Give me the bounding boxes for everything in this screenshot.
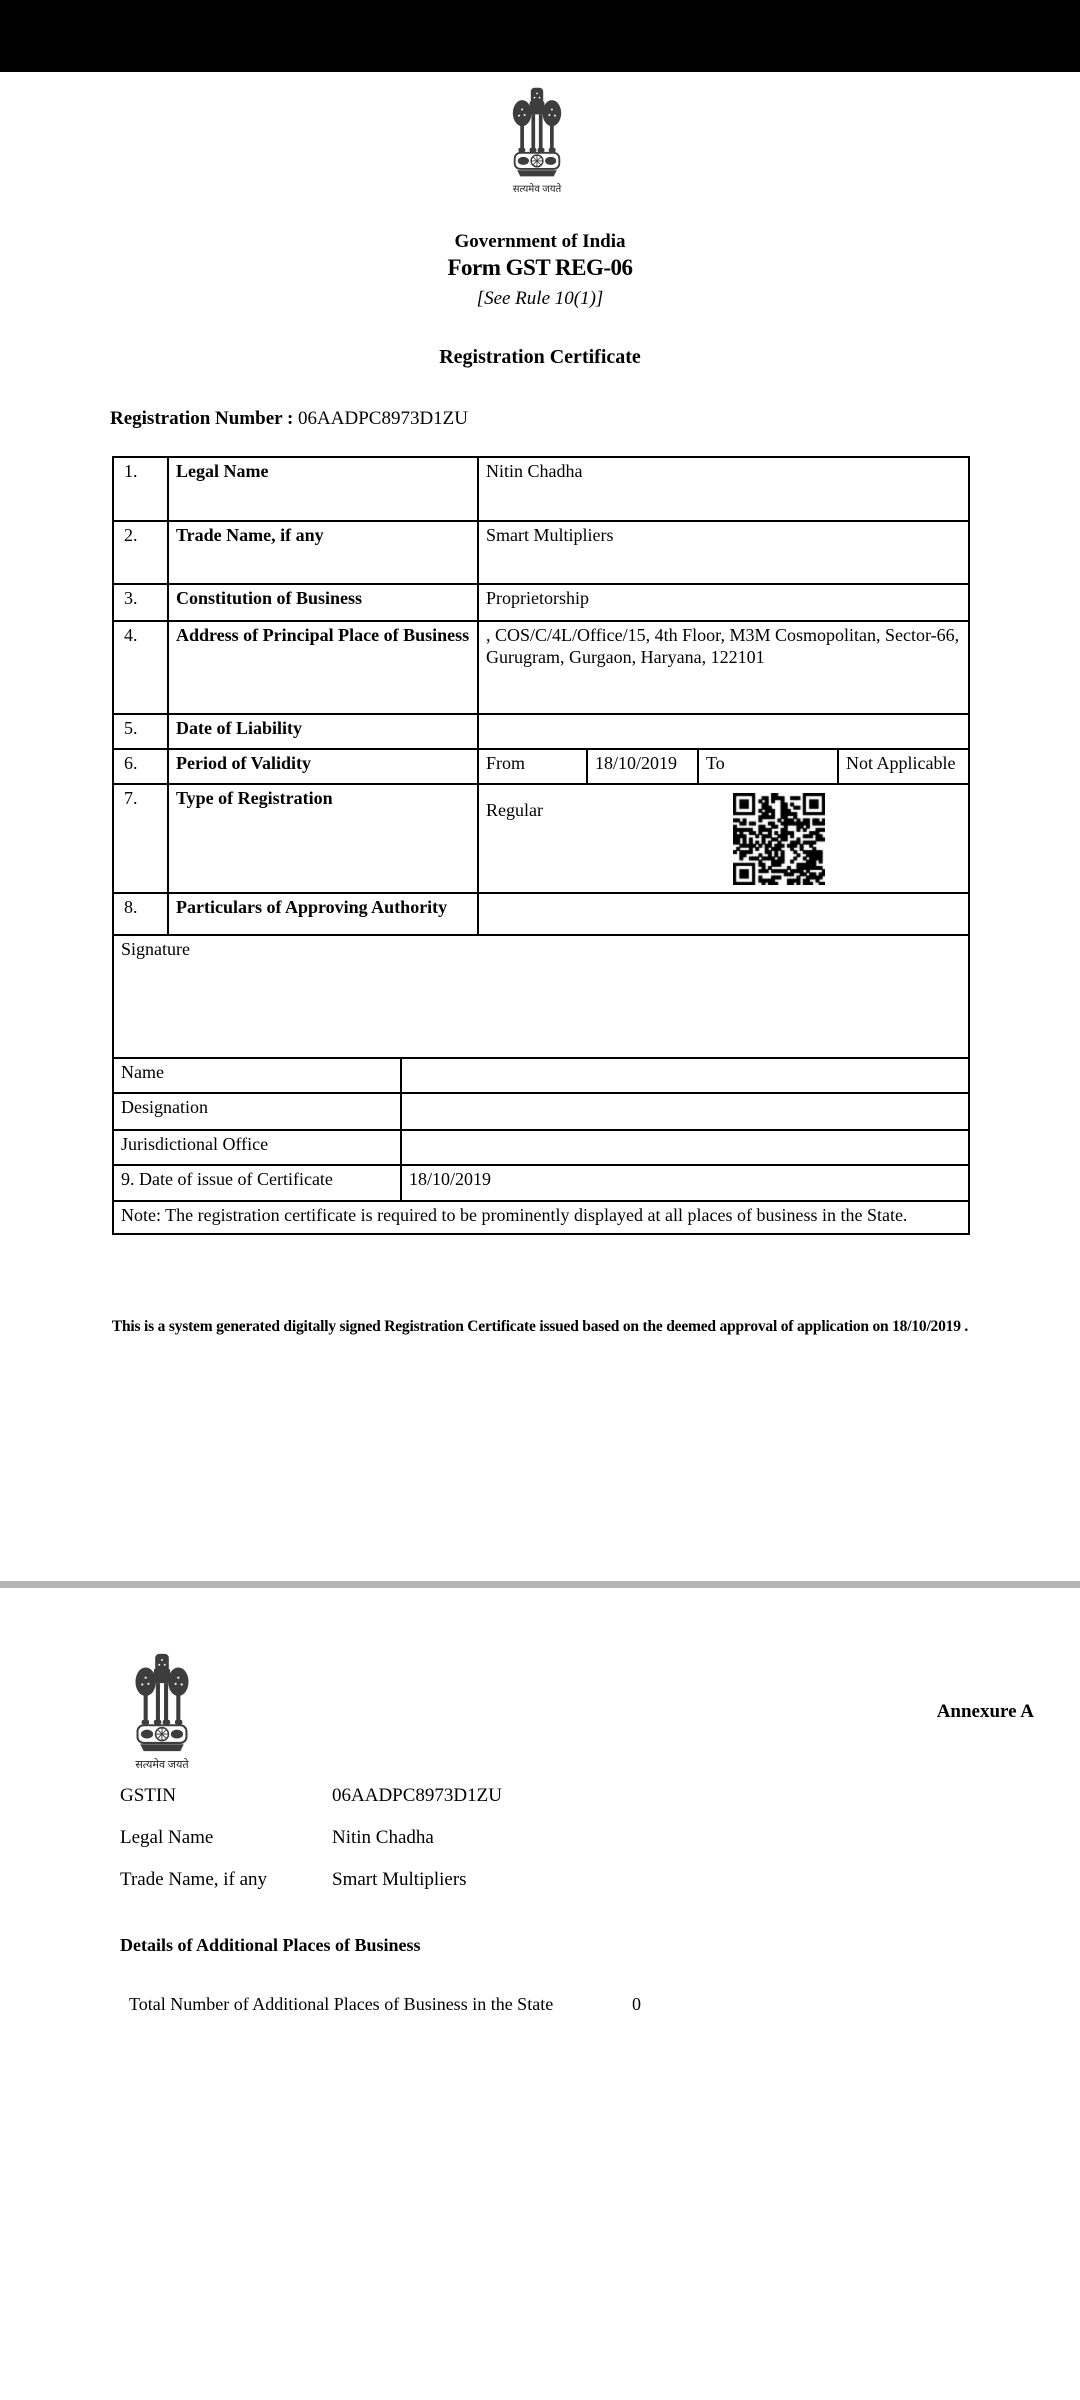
cell-number: 4.: [113, 621, 168, 714]
cell-number: 7.: [113, 784, 168, 893]
cell-from-value: 18/10/2019: [587, 749, 698, 784]
info-label: Legal Name: [120, 1827, 214, 1848]
info-value: 06AADPC8973D1ZU: [332, 1785, 502, 1806]
certificate-title: Registration Certificate: [439, 346, 641, 368]
table-row-date-of-liability: [113, 714, 969, 749]
cell-number: 6.: [113, 749, 168, 784]
main-table: [112, 456, 970, 1059]
table-row-constitution: [113, 584, 969, 621]
cell-value: [401, 1058, 969, 1093]
total-label: Total Number of Additional Places of Business in the State: [129, 1994, 554, 2014]
cell-value: [478, 714, 969, 749]
officer-table: [112, 1057, 970, 1202]
info-row-gstin: [120, 1785, 820, 1827]
cell-value: [478, 784, 969, 893]
cell-from-label: From: [478, 749, 587, 784]
rule-reference: [See Rule 10(1)]: [476, 288, 604, 309]
annexure-title: Annexure A: [936, 1701, 1034, 1722]
cell-number: 3.: [113, 584, 168, 621]
emblem-caption: सत्यमेव जयते: [135, 1759, 189, 1771]
total-value: 0: [632, 1994, 641, 2014]
registration-table: [112, 456, 968, 1235]
table-row-jurisdictional-office: [113, 1130, 969, 1165]
cell-label: Date of Liability: [168, 714, 478, 749]
table-row-approving-authority: [113, 893, 969, 935]
cell-to-value: Not Applicable: [838, 749, 969, 784]
info-value: Smart Multipliers: [332, 1869, 467, 1890]
table-row-signature: [113, 935, 969, 1058]
info-label: Trade Name, if any: [120, 1869, 268, 1890]
page-divider: [0, 1581, 1080, 1588]
table-row-date-of-issue: [113, 1165, 969, 1201]
cell-label: 9. Date of issue of Certificate: [113, 1165, 401, 1201]
cell-label: Address of Principal Place of Business: [168, 621, 478, 714]
table-row-type-of-registration: [113, 784, 969, 893]
info-row-trade-name: [120, 1869, 820, 1911]
table-row-designation: [113, 1093, 969, 1130]
cell-label: Type of Registration: [168, 784, 478, 893]
cell-value: [401, 1093, 969, 1130]
government-title: Government of India: [454, 231, 626, 252]
note-table: [112, 1200, 970, 1235]
form-title: Form GST REG-06: [447, 255, 633, 280]
cell-label: Jurisdictional Office: [113, 1130, 401, 1165]
table-row-name: [113, 1058, 969, 1093]
cell-number: 5.: [113, 714, 168, 749]
cell-value: 18/10/2019: [401, 1165, 969, 1201]
table-row-trade-name: [113, 521, 969, 584]
emblem-caption: सत्यमेव जयते: [512, 184, 562, 195]
registration-number-line: [110, 408, 468, 430]
cell-value: Smart Multipliers: [478, 521, 969, 584]
qr-code: [733, 793, 825, 885]
cell-value: Nitin Chadha: [478, 457, 969, 521]
table-row-period-of-validity: [113, 749, 969, 784]
cell-label: Trade Name, if any: [168, 521, 478, 584]
signature-cell: Signature: [113, 935, 969, 1058]
cell-value: [478, 893, 969, 935]
cell-number: 2.: [113, 521, 168, 584]
registration-number-label: Registration Number :: [110, 408, 294, 429]
registration-type-value: Regular: [486, 800, 543, 820]
cell-number: 1.: [113, 457, 168, 521]
cell-to-label: To: [698, 749, 838, 784]
cell-label: Legal Name: [168, 457, 478, 521]
table-row-legal-name: [113, 457, 969, 521]
status-bar: [0, 0, 1080, 72]
cell-label: Particulars of Approving Authority: [168, 893, 478, 935]
table-row-address: [113, 621, 969, 714]
annexure-info: [120, 1785, 820, 1911]
table-row-note: [113, 1201, 969, 1234]
cell-value: , COS/C/4L/Office/15, 4th Floor, M3M Cosmopolitan, Sector-66, Gurugram, Gurgaon, Haryana, 122101: [478, 621, 969, 714]
additional-places-heading: Details of Additional Places of Business: [120, 1935, 421, 1955]
info-label: GSTIN: [120, 1785, 176, 1806]
info-value: Nitin Chadha: [332, 1827, 434, 1848]
cell-label: Period of Validity: [168, 749, 478, 784]
cell-label: Name: [113, 1058, 401, 1093]
cell-value: Proprietorship: [478, 584, 969, 621]
ashoka-emblem-icon: [506, 84, 568, 182]
india-emblem: [502, 84, 572, 195]
cell-value: [401, 1130, 969, 1165]
registration-number-value: 06AADPC8973D1ZU: [298, 408, 468, 429]
system-generated-note: This is a system generated digitally signed Registration Certificate issued based on the deemed approval of application on 18/10/2019 .: [111, 1318, 969, 1335]
cell-number: 8.: [113, 893, 168, 935]
cell-label: Constitution of Business: [168, 584, 478, 621]
note-cell: Note: The registration certificate is required to be prominently displayed at all places of business in the State.: [113, 1201, 969, 1234]
cell-label: Designation: [113, 1093, 401, 1130]
info-row-legal-name: [120, 1827, 820, 1869]
total-additional-places-line: [129, 1994, 829, 2015]
